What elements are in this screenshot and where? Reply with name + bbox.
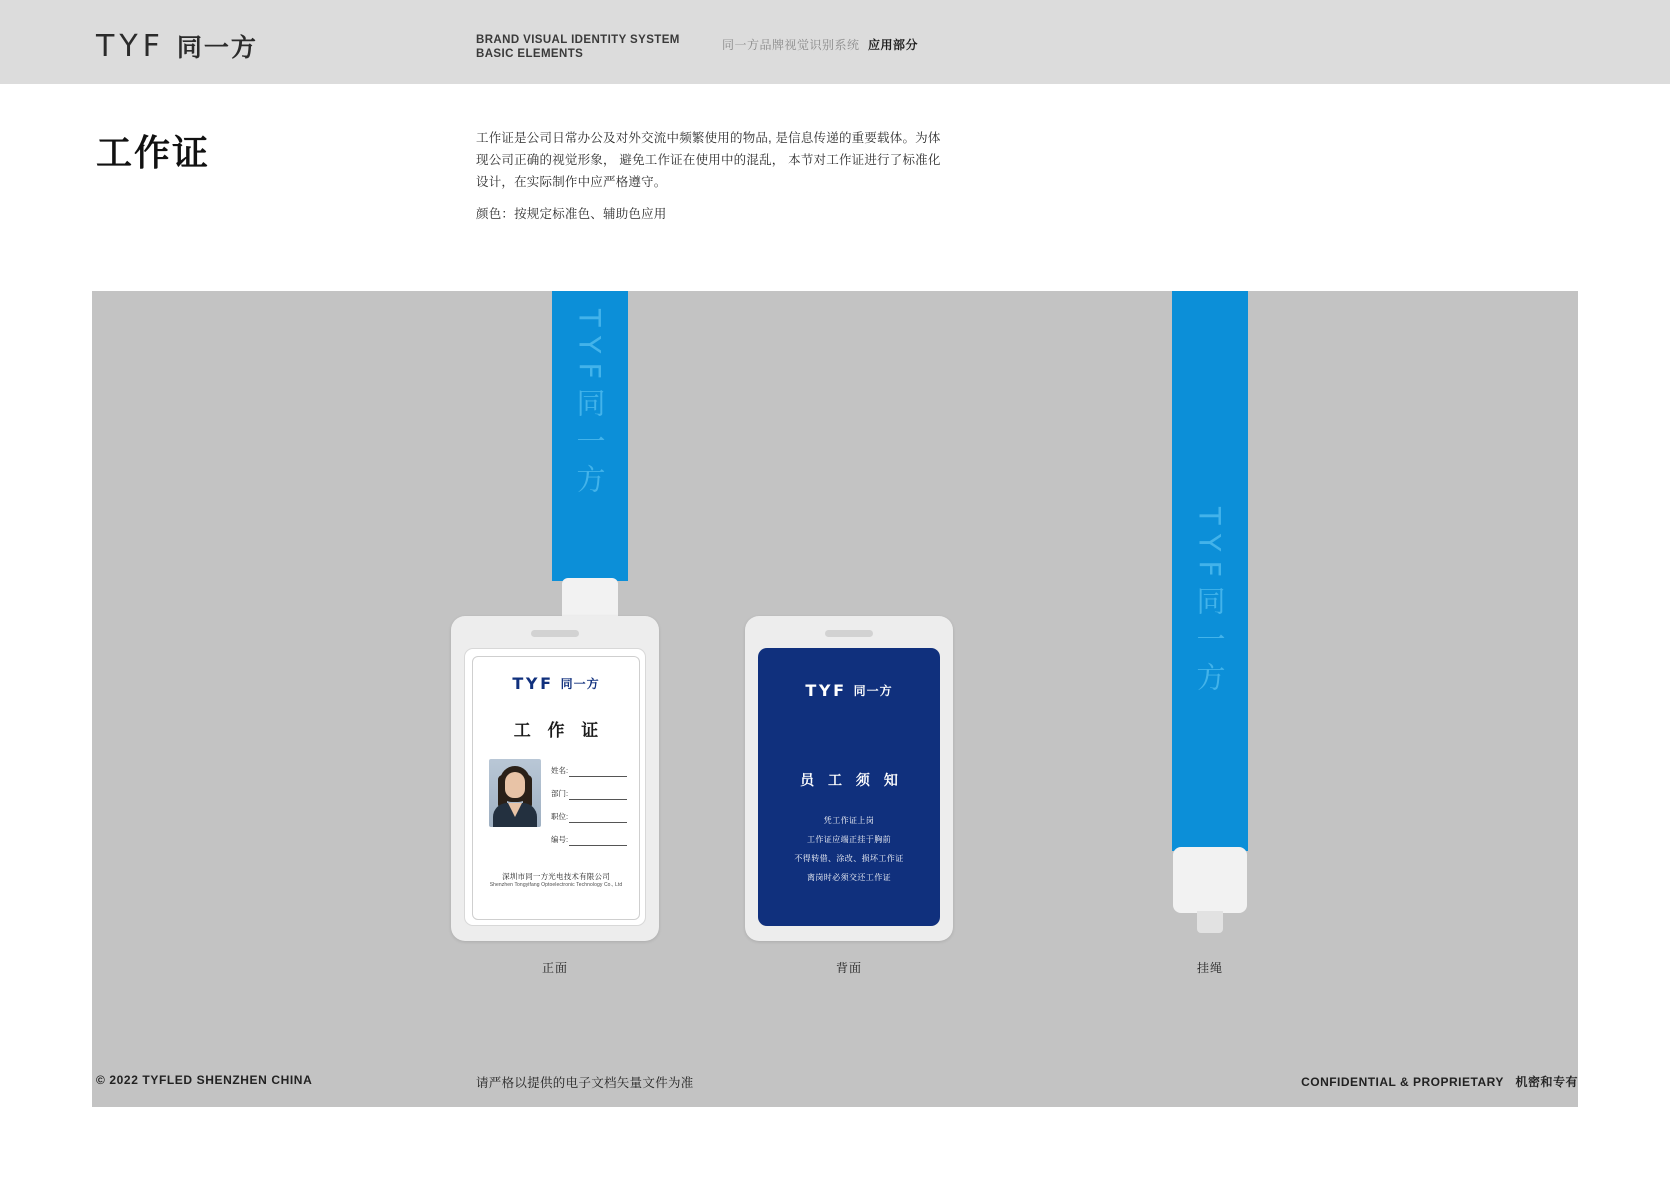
- lanyard-strap-text: TYF同一方: [572, 309, 607, 503]
- lanyard-strap-front: [552, 291, 628, 581]
- footer-note: 请严格以提供的电子文档矢量文件为准: [476, 1076, 694, 1090]
- card-back-logo-tyf: TYF: [805, 681, 847, 700]
- footer-confidential: [1301, 1073, 1578, 1090]
- field-label-position: 职位:: [551, 812, 569, 821]
- card-field-list: [551, 759, 627, 851]
- lanyard-standalone-text: TYF同一方: [1192, 507, 1227, 701]
- logo-chinese-text: 同一方: [176, 34, 258, 62]
- card-field-row: [551, 805, 627, 823]
- page-title: 工作证: [96, 132, 211, 173]
- lanyard-clip-standalone: [1173, 847, 1247, 913]
- field-line-number: [569, 834, 627, 846]
- section-description: 工作证是公司日常办公及对外交流中频繁使用的物品, 是信息传递的重要载体。为体现公司正确的视觉形象， 避免工作证在使用中的混乱， 本节对工作证进行了标准化设计，在实际制作中应严格遵守。: [476, 131, 941, 189]
- header-section-name: 应用部分: [868, 38, 919, 52]
- caption-lanyard: 挂绳: [1196, 961, 1223, 975]
- footer-confidential-en: CONFIDENTIAL & PROPRIETARY: [1301, 1075, 1504, 1089]
- card-back-logo: [758, 681, 940, 700]
- footer-copyright: © 2022 TYFLED SHENZHEN CHINA: [96, 1073, 313, 1087]
- field-label-department: 部门:: [551, 789, 569, 798]
- header-english-line1: BRAND VISUAL IDENTITY SYSTEM: [476, 34, 680, 46]
- field-label-name: 姓名:: [551, 766, 569, 775]
- header-english-title: [476, 33, 680, 61]
- id-card-back: [745, 616, 953, 941]
- caption-back: 背面: [835, 961, 862, 975]
- card-field-row: [551, 828, 627, 846]
- header-english-line2: BASIC ELEMENTS: [476, 48, 584, 60]
- employee-notice-list: [758, 811, 940, 887]
- company-name-en: Shenzhen Tongyifang Optoelectronic Technology Co., Ltd: [489, 882, 623, 888]
- employee-photo: [489, 759, 541, 827]
- card-holder-slot-back: [825, 630, 873, 637]
- field-label-number: 编号:: [551, 835, 569, 844]
- lanyard-strap-standalone: [1172, 291, 1248, 851]
- id-card-back-face: [758, 648, 940, 926]
- caption-front: 正面: [541, 961, 568, 975]
- card-holder-slot-front: [531, 630, 579, 637]
- notice-item: 凭工作证上岗: [823, 816, 875, 825]
- brand-logo: [96, 28, 258, 64]
- footer-confidential-cn: 机密和专有: [1515, 1075, 1578, 1089]
- card-field-row: [551, 782, 627, 800]
- card-field-row: [551, 759, 627, 777]
- showcase-stage: [92, 291, 1578, 1107]
- field-line-department: [569, 788, 627, 800]
- lanyard-clip-neck-standalone: [1197, 911, 1223, 933]
- company-name-cn: 深圳市同一方光电技术有限公司: [502, 872, 610, 881]
- field-line-name: [569, 765, 627, 777]
- card-back-title: 员 工 须 知: [800, 772, 903, 788]
- card-front-logo: [465, 674, 647, 693]
- header-system-name: 同一方品牌视觉识别系统: [722, 38, 860, 52]
- notice-item: 不得转借、涂改、损坏工作证: [794, 854, 904, 863]
- notice-item: 工作证应端正挂于胸前: [807, 835, 891, 844]
- card-front-title: 工 作 证: [513, 721, 605, 740]
- photo-face: [505, 772, 525, 798]
- logo-tyf-text: TYF: [96, 28, 165, 64]
- card-back-logo-cn: 同一方: [853, 684, 893, 698]
- notice-item: 离岗时必须交还工作证: [807, 873, 891, 882]
- id-card-front: [451, 616, 659, 941]
- card-front-logo-cn: 同一方: [560, 677, 600, 691]
- page-header: [0, 0, 1670, 84]
- card-front-logo-tyf: TYF: [512, 674, 554, 693]
- field-line-position: [569, 811, 627, 823]
- id-card-front-face: [464, 648, 646, 926]
- section-color-note: 颜色：按规定标准色、辅助色应用: [476, 207, 667, 221]
